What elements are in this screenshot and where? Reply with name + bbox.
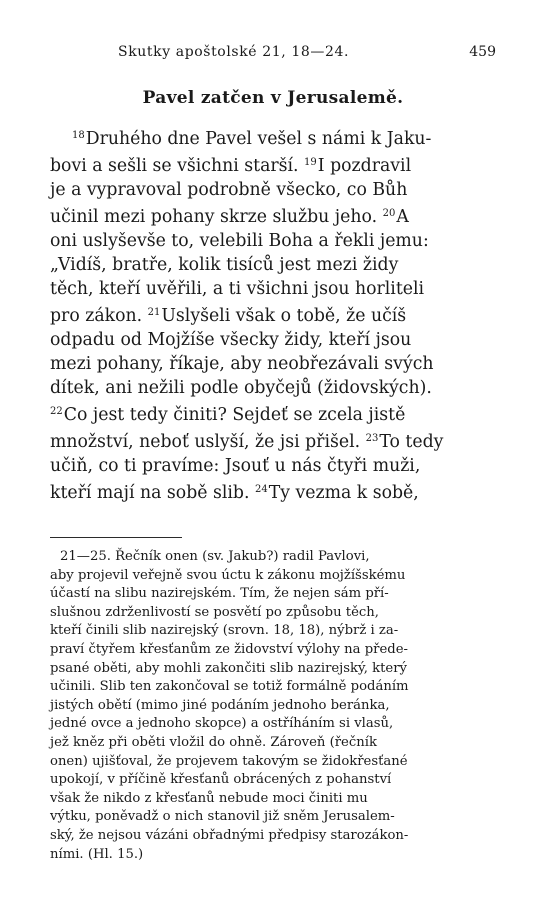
body-line (50, 151, 496, 178)
verse-number: 21 (147, 307, 161, 318)
footnote-line: jedné ovce a jednoho skopce) a ostříháním si vlasů, (50, 716, 394, 732)
footnote-line: ský, že nejsou vázáni obřadnými předpisy starozákon- (50, 827, 409, 843)
verse-number: 18 (72, 130, 85, 141)
body-line-text: učiň, co ti pravíme: Jsouť u nás čtyři muži, (50, 456, 421, 476)
footnote-line: upokojí, v příčině křesťanů obrácených z pohanství (50, 772, 392, 788)
section-heading: Pavel zatčen v Jerusalemě. (142, 88, 404, 108)
body-line (50, 454, 496, 478)
footnote-line: jež kněz při oběti vložil do ohně. Zároveň (řečník (50, 734, 377, 750)
footnote-line: slušnou zdrženlivostí se posvětí po způsobu těch, (50, 604, 379, 620)
footnote-line: 21—25. Řečník onen (sv. Jakub?) radil Pavlovi, (60, 549, 370, 564)
body-line-text: bovi a sešli se všichni starší. (50, 156, 305, 176)
body-line (50, 376, 496, 400)
page-number: 459 (469, 44, 496, 60)
body-line (50, 400, 496, 427)
body-line-text: Co jest tedy činiti? Sejdeť se zcela jistě (63, 405, 406, 425)
body-line-text: je a vypravoval podrobně všecko, co Bůh (50, 180, 408, 200)
body-line-text: mezi pohany, říkaje, aby neobřezávali svých (50, 354, 434, 374)
verse-number: 20 (382, 208, 396, 219)
body-line (50, 229, 496, 253)
body-line-text: Druhého dne Pavel vešel s námi k Jaku- (85, 129, 432, 149)
body-line-text: A (396, 207, 409, 227)
body-line (50, 328, 496, 352)
body-line (50, 427, 496, 454)
footnote-divider (50, 537, 182, 538)
body-line (50, 478, 496, 505)
footnote-line: účastí na slibu nazirejském. Tím, že nejen sám pří- (50, 586, 389, 602)
footnote-line: ními. (Hl. 15.) (50, 846, 144, 862)
footnote-line: aby projevil veřejně svou úctu k zákonu mojžíšskému (50, 567, 406, 583)
footnote-line: onen) ujišťoval, že projevem takovým se židokřesťané (50, 753, 408, 769)
body-line-text: množství, neboť uslyší, že jsi přišel. (50, 432, 366, 452)
body-line-text: těch, kteří uvěřili, a ti všichni jsou horliteli (50, 279, 425, 299)
body-line (50, 124, 496, 151)
body-line-text: I pozdravil (317, 156, 412, 176)
verse-number: 22 (50, 406, 63, 417)
body-line-text: To tedy (379, 432, 444, 452)
verse-number: 19 (304, 157, 317, 168)
body-line-text: „Vidíš, bratře, kolik tisíců jest mezi židy (50, 255, 399, 275)
footnote-line: učinili. Slib ten zakončoval se totiž formálně podáním (50, 679, 409, 695)
verse-number: 24 (254, 484, 268, 495)
body-line-text: oni uslyševše to, velebili Boha a řekli jemu: (50, 231, 429, 251)
body-line-text: dítek, ani nežili podle obyčejů (židovských). (50, 378, 432, 398)
footnote-line: praví čtyřem křesťanům ze židovství výlohy na přede- (50, 641, 408, 657)
running-head (50, 40, 496, 66)
body-line (50, 202, 496, 229)
body-line-text: učinil mezi pohany skrze službu jeho. (50, 207, 383, 227)
body-line (50, 253, 496, 277)
body-line (50, 301, 496, 328)
body-line (50, 352, 496, 376)
footnote-line: však že nikdo z křesťanů nebude moci činiti mu (50, 790, 368, 806)
body-line-text: Ty vezma k sobě, (268, 483, 419, 503)
footnote (50, 548, 496, 864)
body-line-text: kteří mají na sobě slib. (50, 483, 255, 503)
body-text (50, 124, 496, 505)
footnote-line: psané oběti, aby mohli zakončiti slib nazirejský, který (50, 660, 407, 676)
body-line-text: pro zákon. (50, 306, 148, 326)
book-page (50, 40, 496, 864)
verse-number: 23 (365, 433, 379, 444)
body-line-text: Uslyšeli však o tobě, že učíš (161, 306, 407, 326)
footnote-line: kteří činili slib nazirejský (srovn. 18, 18), nýbrž i za- (50, 623, 399, 639)
running-title: Skutky apoštolské 21, 18—24. (118, 44, 350, 60)
footnote-line: výtku, poněvadž o nich stanovil již sněm Jerusalem- (50, 809, 395, 825)
body-line (50, 277, 496, 301)
body-line (50, 178, 496, 202)
footnote-line: jistých obětí (mimo jiné podáním jednoho beránka, (50, 697, 390, 713)
body-line-text: odpadu od Mojžíše všecky židy, kteří jsou (50, 330, 412, 350)
